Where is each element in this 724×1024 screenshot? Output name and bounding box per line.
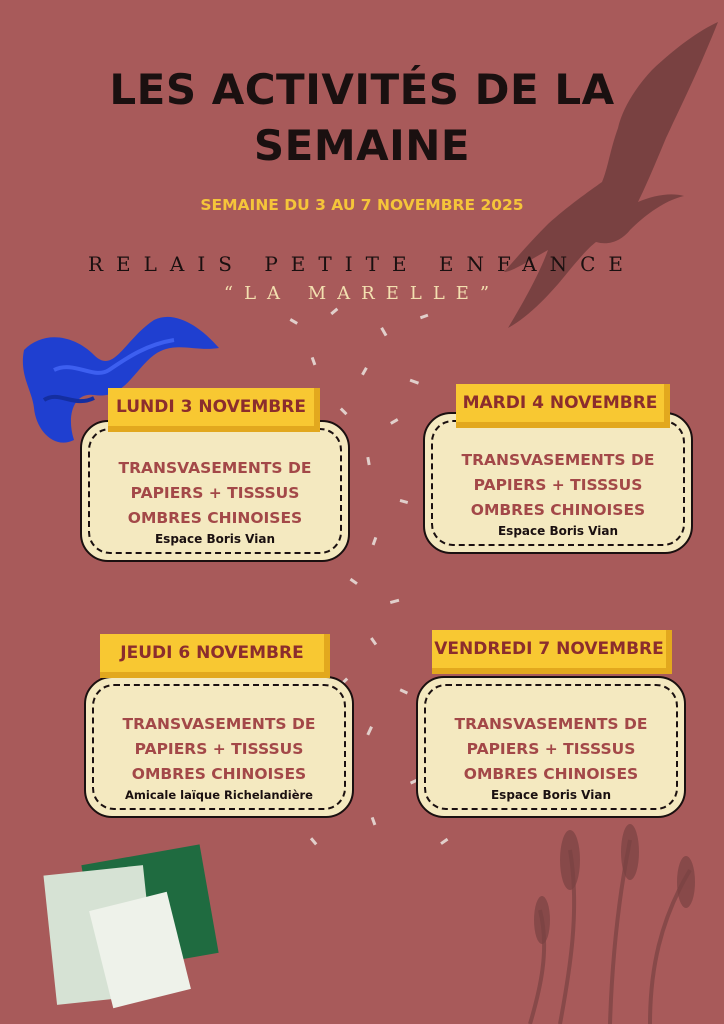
activity-card-friday bbox=[416, 676, 686, 818]
activity-line: OMBRES CHINOISES bbox=[131, 765, 307, 783]
activity-place: Espace Boris Vian bbox=[497, 524, 619, 538]
activity-line: OMBRES CHINOISES bbox=[470, 501, 646, 519]
day-label-friday: VENDREDI 7 NOVEMBRE bbox=[432, 630, 672, 674]
activity-place: Espace Boris Vian bbox=[490, 788, 612, 802]
title-line-1: LES ACTIVITÉS DE LA bbox=[109, 65, 615, 114]
activity-text bbox=[425, 448, 691, 523]
day-label-tuesday: MARDI 4 NOVEMBRE bbox=[456, 384, 670, 428]
activity-line: OMBRES CHINOISES bbox=[127, 509, 303, 527]
activity-text bbox=[86, 712, 352, 787]
week-subtitle: SEMAINE DU 3 AU 7 NOVEMBRE 2025 bbox=[200, 196, 524, 214]
activity-card-thursday bbox=[84, 676, 354, 818]
activity-line: PAPIERS + TISSSUS bbox=[466, 740, 636, 758]
lavender-silhouette-icon bbox=[500, 820, 724, 1024]
activity-card-monday bbox=[80, 420, 350, 562]
activity-line: TRANSVASEMENTS DE bbox=[122, 715, 316, 733]
activity-line: TRANSVASEMENTS DE bbox=[461, 451, 655, 469]
organization-subname: “LA MARELLE” bbox=[223, 283, 501, 304]
activity-line: PAPIERS + TISSSUS bbox=[134, 740, 304, 758]
activity-line: PAPIERS + TISSSUS bbox=[130, 484, 300, 502]
day-label-monday: LUNDI 3 NOVEMBRE bbox=[108, 388, 320, 432]
page-title bbox=[0, 62, 724, 174]
activity-line: PAPIERS + TISSSUS bbox=[473, 476, 643, 494]
activity-text bbox=[82, 456, 348, 531]
organization-name: RELAIS PETITE ENFANCE bbox=[87, 252, 637, 276]
fabric-swatches-icon bbox=[40, 840, 220, 1010]
day-label-thursday: JEUDI 6 NOVEMBRE bbox=[100, 634, 330, 678]
activity-place: Espace Boris Vian bbox=[154, 532, 276, 546]
activity-line: TRANSVASEMENTS DE bbox=[454, 715, 648, 733]
activity-line: TRANSVASEMENTS DE bbox=[118, 459, 312, 477]
activity-card-tuesday bbox=[423, 412, 693, 554]
title-line-2: SEMAINE bbox=[253, 121, 471, 170]
activity-place: Amicale laïque Richelandière bbox=[125, 788, 313, 802]
activity-text bbox=[418, 712, 684, 787]
activity-line: OMBRES CHINOISES bbox=[463, 765, 639, 783]
